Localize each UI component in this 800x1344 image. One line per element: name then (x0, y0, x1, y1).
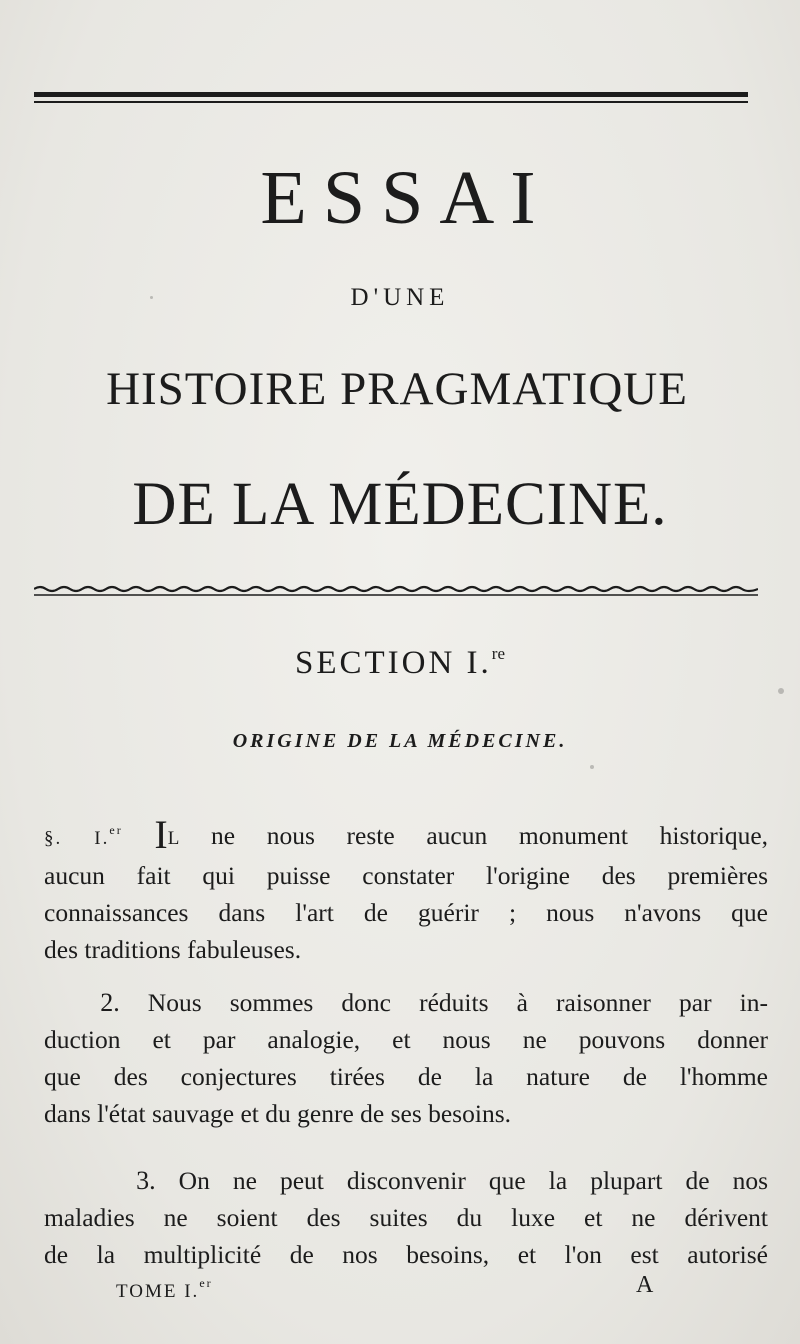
paragraph-3-line-2: maladies ne soient des suites du luxe et ne dérivent (44, 1203, 768, 1232)
title-dune: D'UNE (350, 284, 450, 311)
section-heading-sup: re (491, 644, 506, 663)
marker-text: §. I. (44, 828, 110, 849)
paragraph-2-line-1 (44, 984, 768, 1021)
drop-cap: I (154, 812, 168, 857)
signature-mark: A (636, 1272, 654, 1298)
line-text: Nous sommes donc réduits à raisonner par in- (119, 988, 768, 1017)
section-heading-text: SECTION I. (294, 645, 492, 681)
title-de-la-medecine: DE LA MÉDECINE. (132, 471, 668, 538)
paragraph-1 (44, 812, 768, 968)
paragraph-1-line-4: des traditions fabuleuses. (44, 935, 302, 964)
paragraph-1-line-2: aucun fait qui puisse constater l'origine des premières (44, 861, 768, 890)
wavy-divider (34, 584, 758, 600)
line-text: ne nous reste aucun monument historique, (179, 821, 769, 850)
section-subtitle: ORIGINE DE LA MÉDECINE. (232, 730, 568, 752)
header-rule-thin (34, 101, 748, 103)
paper-speck (778, 688, 784, 694)
paragraph-2 (44, 984, 768, 1132)
paper-speck (590, 765, 594, 769)
paragraph-2-line-2: duction et par analogie, et nous ne pouvons donner (44, 1025, 768, 1054)
title-histoire-pragmatique: HISTOIRE PRAGMATIQUE (106, 363, 688, 415)
header-rule-thick (34, 92, 748, 97)
footer-tome-sup: er (199, 1276, 213, 1290)
small-cap: L (167, 828, 180, 849)
page-footer (116, 1272, 676, 1303)
paragraph-2-line-3: que des conjectures tirées de la nature de l'homme (44, 1062, 768, 1091)
marker-sup: er (109, 823, 123, 837)
paragraph-1-line-1 (44, 812, 768, 857)
title-essai: ESSAI (260, 156, 552, 240)
paragraph-3-line-1 (44, 1162, 768, 1199)
paragraph-number: 3. (136, 1166, 156, 1195)
section-heading (0, 644, 800, 682)
paragraph-1-line-3: connaissances dans l'art de guérir ; nous n'avons que (44, 898, 768, 927)
line-text: On ne peut disconvenir que la plupart de nos (155, 1166, 768, 1195)
paragraph-3 (44, 1162, 768, 1273)
footer-tome: TOME I. (116, 1281, 200, 1302)
paper-speck (150, 296, 153, 299)
paragraph-2-line-4: dans l'état sauvage et du genre de ses besoins. (44, 1099, 511, 1128)
paragraph-3-line-3: de la multiplicité de nos besoins, et l'on est autorisé (44, 1240, 768, 1269)
paragraph-marker (44, 823, 123, 849)
paragraph-number: 2. (100, 988, 120, 1017)
